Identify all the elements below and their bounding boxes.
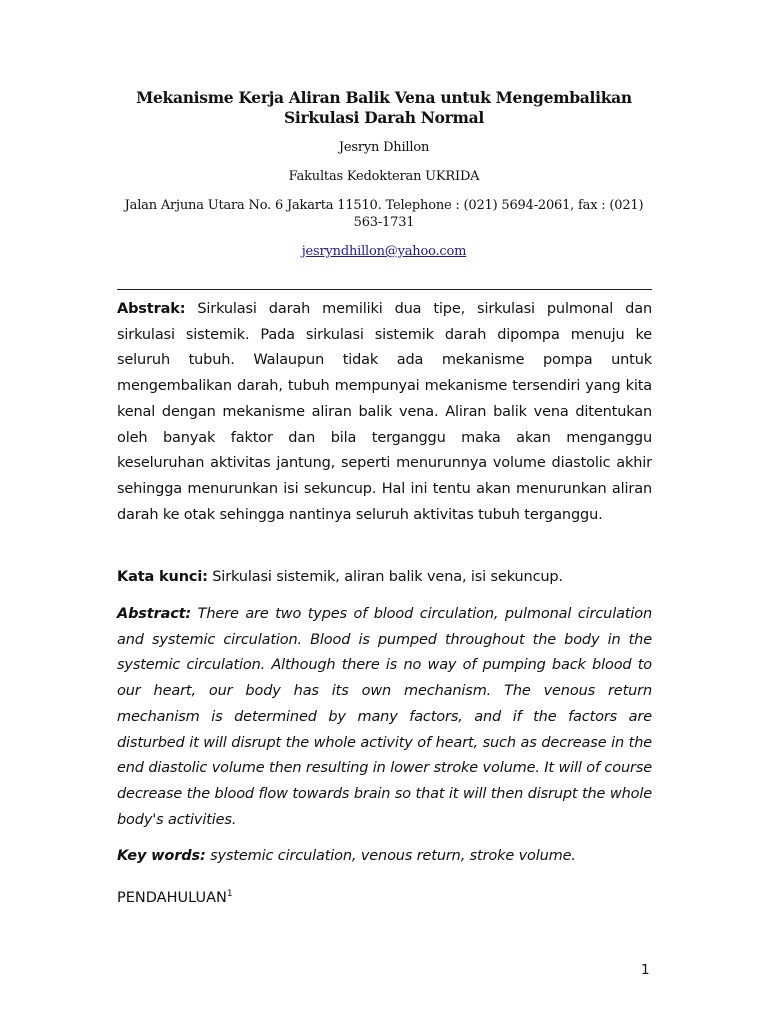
abstrak-text: Sirkulasi darah memiliki dua tipe, sirkulasi pulmonal dan sirkulasi sistemik. Pada sirkulasi sistemik darah dipompa menuju ke seluruh tubuh. Walaupun tidak ada mekanisme pompa untuk mengembalikan darah, tubuh mempunyai mekanisme tersendiri yang kita kenal dengan mekanisme aliran balik vena. Aliran balik vena ditentukan oleh banyak faktor dan bila terganggu maka akan menganggu keseluruhan aktivitas jantung, seperti menurunnya volume diastolic akhir sehingga menurunkan isi sekuncup. Hal ini tentu akan menurunkan aliran darah ke otak sehingga nantinya seluruh aktivitas tubuh terganggu.: [117, 301, 652, 523]
kata-kunci-text: Sirkulasi sistemik, aliran balik vena, isi sekuncup.: [207, 569, 563, 585]
key-words-label: Key words:: [117, 848, 206, 864]
abstract-text: There are two types of blood circulation, pulmonal circulation and systemic circulation. Blood is pumped throughout the body in the systemic circulation. Although there is no way of pumping back blood to our heart, our body has its own mechanism. The venous return mechanism is determined by many factors, and if the factors are disturbed it will disrupt the whole activity of heart, such as decrease in the end diastolic volume then resulting in lower stroke volume. It will of course decrease the blood flow towards brain so that it will then disrupt the whole body's activities.: [117, 606, 652, 828]
key-words-paragraph: [117, 844, 652, 870]
author-name: Jesryn Dhillon: [338, 140, 430, 155]
kata-kunci-label: Kata kunci:: [117, 569, 208, 585]
author-address: Jalan Arjuna Utara No. 6 Jakarta 11510. Telephone : (021) 5694-2061, fax : (021) 563-1731: [124, 198, 644, 230]
abstract-label: Abstract:: [117, 606, 192, 622]
abstrak-paragraph: [117, 297, 652, 528]
author-email-link[interactable]: jesryndhillon@yahoo.com: [301, 244, 467, 259]
key-words-text: systemic circulation, venous return, stroke volume.: [205, 848, 576, 864]
email-line: [100, 243, 668, 260]
abstract-paragraph: [117, 602, 652, 833]
abstrak-label: Abstrak:: [117, 301, 186, 317]
page-number: 1: [641, 962, 650, 978]
section-heading: [117, 882, 233, 912]
footnote-reference[interactable]: 1: [226, 889, 233, 899]
author-affiliation: Fakultas Kedokteran UKRIDA: [288, 169, 480, 184]
paper-title: Mekanisme Kerja Aliran Balik Vena untuk Mengembalikan Sirkulasi Darah Normal: [136, 88, 632, 127]
header-divider: [117, 289, 652, 290]
kata-kunci-paragraph: [117, 565, 652, 591]
section-heading-text: PENDAHULUAN: [117, 890, 227, 906]
